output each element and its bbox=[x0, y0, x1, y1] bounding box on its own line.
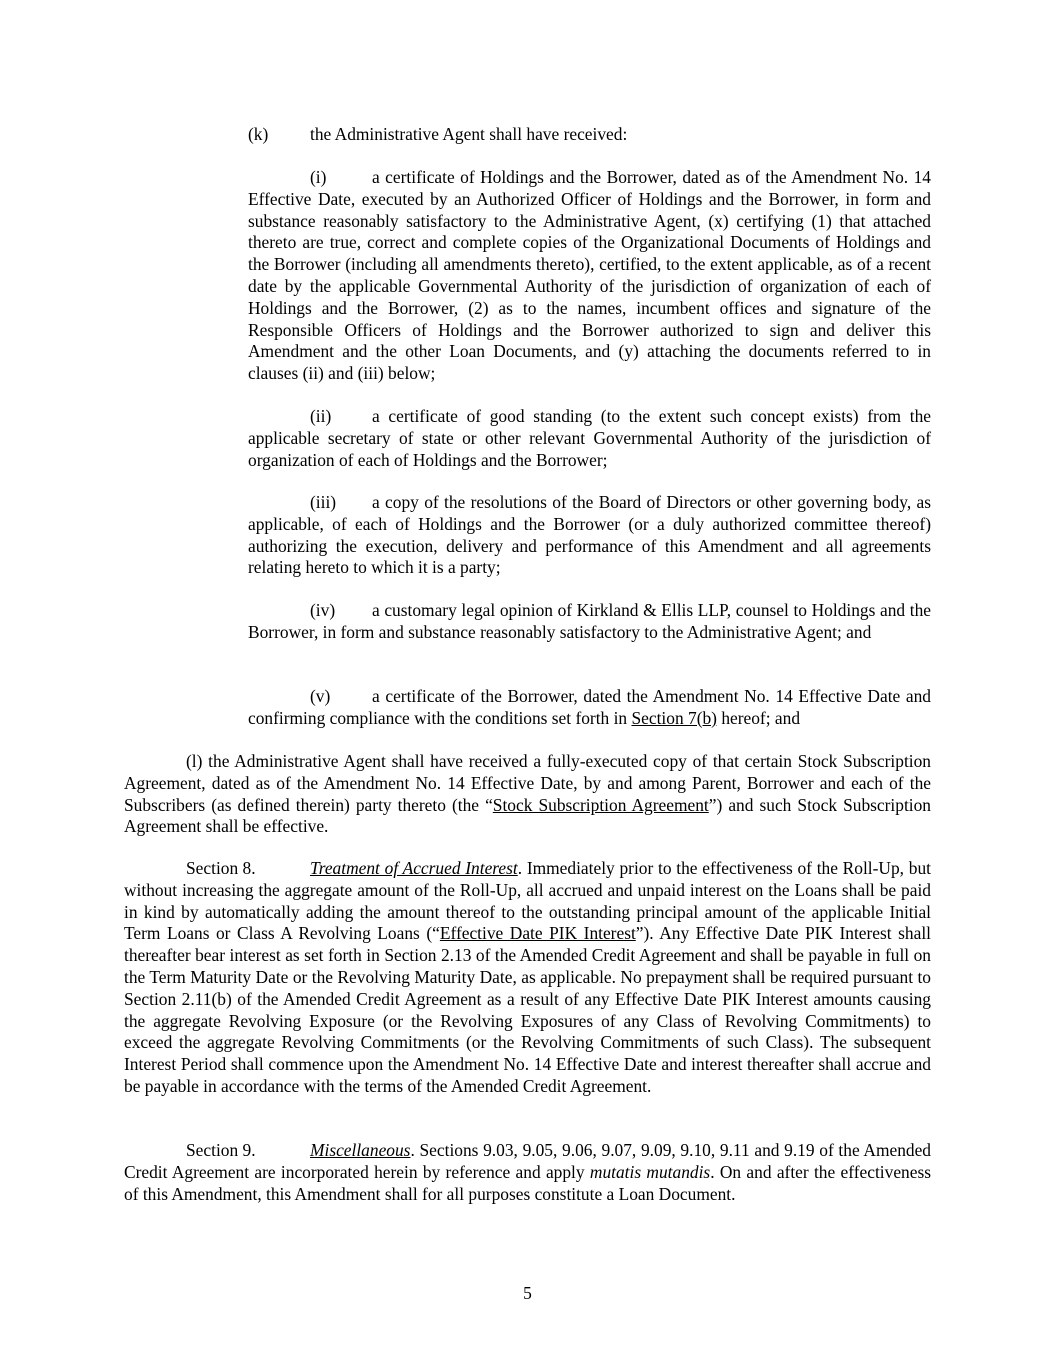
clause-k-i bbox=[248, 167, 931, 385]
clause-k-iii-label: (iii) bbox=[310, 492, 337, 512]
section-8 bbox=[124, 858, 931, 1098]
section-7b-reference: Section 7(b) bbox=[631, 707, 717, 728]
clause-k-v-text-end: hereof; and bbox=[716, 707, 801, 728]
clause-k-ii-text: a certificate of good standing (to the extent such concept exists) from the applicable secretary of state or other relevant Governmental Authority of the jurisdiction of organization of each of Holdings and the Borrower; bbox=[248, 406, 931, 470]
clause-k-iv bbox=[248, 600, 931, 644]
clause-k-ii bbox=[248, 406, 931, 471]
effective-date-pik-interest-term: Effective Date PIK Interest bbox=[439, 923, 636, 944]
stock-subscription-agreement-term: Stock Subscription Agreement bbox=[492, 794, 709, 815]
section-9-text: . Sections 9.03, 9.05, 9.06, 9.07, 9.09, 9.10, 9.11 and 9.19 of the Amended Credit Agreement are incorporated herein by reference and apply bbox=[124, 1140, 931, 1182]
clause-k-v-text: a certificate of the Borrower, dated the Amendment No. 14 Effective Date and confirming compliance with the conditions set forth in bbox=[248, 686, 931, 728]
clause-k-iii bbox=[248, 492, 931, 579]
section-9-heading: Miscellaneous bbox=[310, 1140, 411, 1160]
section-8-text: . Immediately prior to the effectiveness of the Roll-Up, but without increasing the aggregate amount of the Roll-Up, all accrued and unpaid interest on the Loans shall be paid in kind by automatically adding the amount thereof to the outstanding principal amount of the applicable Initial Term Loans or Class A Revolving Loans (“ bbox=[124, 858, 931, 944]
section-8-heading: Treatment of Accrued Interest bbox=[310, 858, 518, 878]
clause-k-iii-text: a copy of the resolutions of the Board of Directors or other governing body, as applicable, of each of Holdings and the Borrower (or a duly authorized committee thereof) authorizing the execution, delivery and performance of this Amendment and all agreements relating hereto to which it is a party; bbox=[248, 492, 931, 578]
clause-k-text: the Administrative Agent shall have received: bbox=[310, 124, 628, 144]
section-9 bbox=[124, 1140, 931, 1205]
clause-k-v bbox=[248, 686, 931, 730]
clause-k-v-label: (v) bbox=[310, 686, 331, 706]
section-9-text-end: . On and after the effectiveness of this Amendment, this Amendment shall for all purposes constitute a Loan Document. bbox=[124, 1161, 931, 1204]
clause-k-ii-label: (ii) bbox=[310, 406, 332, 426]
clause-l-text: (l) the Administrative Agent shall have received a fully-executed copy of that certain Stock Subscription Agreement, dated as of the Amendment No. 14 Effective Date, by and among Parent, Borrower and each of the Subscribers (as defined therein) party thereto (the “ bbox=[124, 751, 931, 815]
section-8-text-end: ”). Any Effective Date PIK Interest shall thereafter bear interest as set forth in Section 2.13 of the Amended Credit Agreement and shall be payable in full on the Term Maturity Date or the Revolving Maturity Date, as applicable. No prepayment shall be required pursuant to Section 2.11(b) of the Amended Credit Agreement as a result of any Effective Date PIK Interest amounts causing the aggregate Revolving Exposure (or the Revolving Exposures of any Class of Revolving Commitments) to exceed the aggregate Revolving Commitments (or the Revolving Commitments of such Class). The subsequent Interest Period shall commence upon the Amendment No. 14 Effective Date and interest thereafter shall accrue and be payable in accordance with the terms of the Amended Credit Agreement. bbox=[124, 923, 931, 1096]
clause-k-label: (k) bbox=[248, 124, 269, 144]
clause-k-iv-label: (iv) bbox=[310, 600, 336, 620]
section-9-label: Section 9. bbox=[186, 1140, 256, 1160]
section-8-label: Section 8. bbox=[186, 858, 256, 878]
clause-k bbox=[248, 124, 931, 146]
clause-l-text-end: ”) and such Stock Subscription Agreement shall be effective. bbox=[124, 794, 931, 837]
mutatis-mutandis-term: mutatis mutandis bbox=[589, 1161, 711, 1182]
clause-l bbox=[124, 751, 931, 838]
clause-k-iv-text: a customary legal opinion of Kirkland & Ellis LLP, counsel to Holdings and the Borrower, in form and substance reasonably satisfactory to the Administrative Agent; and bbox=[248, 600, 931, 642]
clause-k-i-text: a certificate of Holdings and the Borrower, dated as of the Amendment No. 14 Effective Date, executed by an Authorized Officer of Holdings and the Borrower, in form and substance reasonably satisfactory to the Administrative Agent, (x) certifying (1) that attached thereto are true, correct and complete copies of the Organizational Documents of Holdings and the Borrower (including all amendments thereto), certified, to the extent applicable, as of a recent date by the applicable Governmental Authority of the jurisdiction of organization of each of Holdings and the Borrower, (2) as to the names, incumbent offices and signature of the Responsible Officers of Holdings and the Borrower authorized to sign and deliver this Amendment and the other Loan Documents, and (y) attaching the documents referred to in clauses (ii) and (iii) below; bbox=[248, 167, 931, 384]
page-number: 5 bbox=[523, 1283, 532, 1303]
clause-k-i-label: (i) bbox=[310, 167, 327, 187]
